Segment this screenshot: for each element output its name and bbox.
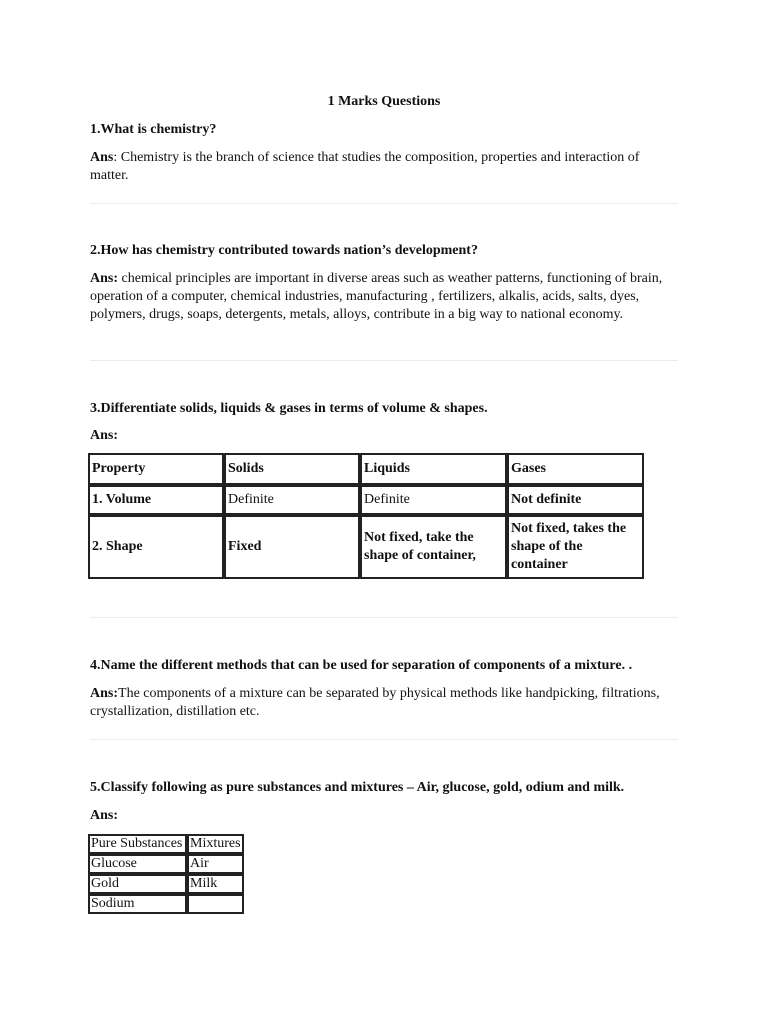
question-1: 1.What is chemistry? bbox=[90, 122, 217, 137]
table-cell: 1. Volume bbox=[88, 485, 224, 515]
table-cell: Sodium bbox=[88, 894, 187, 914]
table-cell bbox=[187, 894, 244, 914]
question-5: 5.Classify following as pure substances and mixtures – Air, glucose, gold, odium and milk. bbox=[90, 780, 625, 795]
table-row bbox=[88, 894, 244, 914]
answer-label: Ans: bbox=[90, 271, 119, 286]
table-cell: Not fixed, takes the shape of the container bbox=[507, 515, 644, 579]
table-header: Gases bbox=[507, 453, 644, 485]
answer-label: Ans: bbox=[90, 686, 119, 701]
table-row bbox=[88, 485, 644, 515]
question-2: 2.How has chemistry contributed towards nation’s development? bbox=[90, 243, 478, 258]
table-cell: Not fixed, take the shape of container, bbox=[360, 515, 507, 579]
table-cell: Glucose bbox=[88, 854, 187, 874]
answer-label: Ans: bbox=[90, 428, 119, 443]
answer-text: : Chemistry is the branch of science that studies the composition, properties and interaction of matter. bbox=[90, 150, 640, 183]
table-cell: Not definite bbox=[507, 485, 644, 515]
table-cell: Fixed bbox=[224, 515, 360, 579]
table-header: Mixtures bbox=[187, 834, 244, 854]
table-header: Pure Substances bbox=[88, 834, 187, 854]
table-cell: 2. Shape bbox=[88, 515, 224, 579]
question-4: 4.Name the different methods that can be used for separation of components of a mixture. . bbox=[90, 658, 633, 673]
table-header-row bbox=[88, 453, 644, 485]
table-cell: Air bbox=[187, 854, 244, 874]
table-header: Liquids bbox=[360, 453, 507, 485]
table-cell: Milk bbox=[187, 874, 244, 894]
table-cell: Definite bbox=[224, 485, 360, 515]
answer-label: Ans: bbox=[90, 808, 119, 823]
states-of-matter-table bbox=[88, 453, 644, 579]
question-3: 3.Differentiate solids, liquids & gases in terms of volume & shapes. bbox=[90, 401, 488, 416]
table-cell: Definite bbox=[360, 485, 507, 515]
answer-text: The components of a mixture can be separated by physical methods like handpicking, filtrations, crystallization, distillation etc. bbox=[90, 686, 660, 719]
table-header-row bbox=[88, 834, 244, 854]
table-header: Property bbox=[88, 453, 224, 485]
divider bbox=[90, 360, 678, 361]
classification-table bbox=[88, 834, 244, 914]
page-title: 1 Marks Questions bbox=[327, 94, 441, 109]
divider bbox=[90, 739, 678, 740]
answer-2 bbox=[90, 270, 680, 324]
answer-text: chemical principles are important in diverse areas such as weather patterns, functioning of brain, operation of a computer, chemical industries, manufacturing , fertilizers, alkalis, acids, salts, dyes, polymers, drugs, soaps, detergents, metals, alloys, contribute in a big way to national economy. bbox=[90, 271, 663, 322]
answer-4 bbox=[90, 685, 680, 721]
table-cell: Gold bbox=[88, 874, 187, 894]
divider bbox=[90, 617, 678, 618]
table-row bbox=[88, 854, 244, 874]
divider bbox=[90, 203, 678, 204]
table-row bbox=[88, 515, 644, 579]
table-header: Solids bbox=[224, 453, 360, 485]
answer-label: Ans bbox=[90, 150, 114, 165]
table-row bbox=[88, 874, 244, 894]
answer-1 bbox=[90, 149, 680, 185]
